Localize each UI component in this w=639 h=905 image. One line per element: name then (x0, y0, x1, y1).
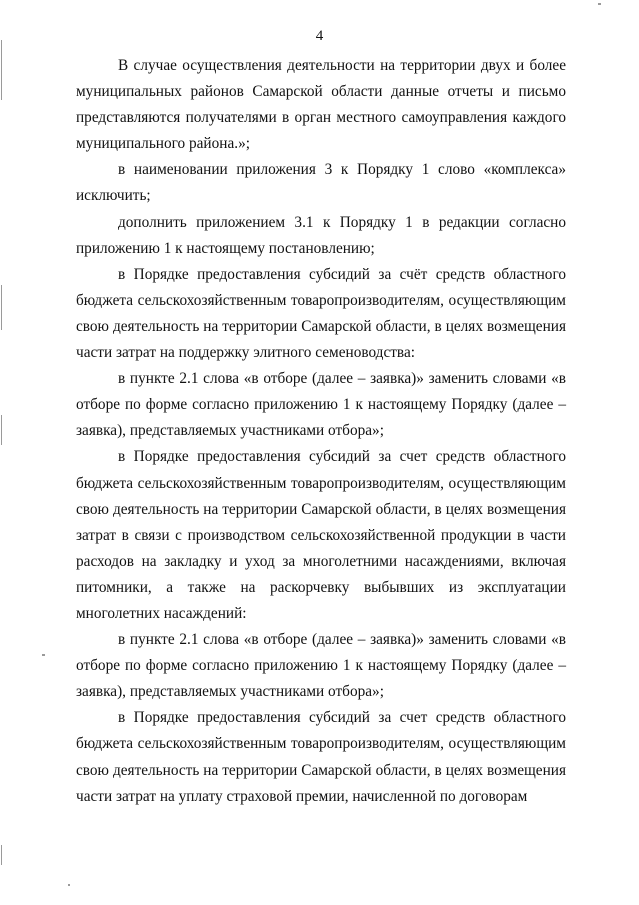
scan-speck (42, 654, 45, 656)
paragraph: в Порядке предоставления субсидий за счет средств областного бюджета сельскохозяйственным товаропроизводителям, осуществляющим свою деятельность на территории Самарской области, в целях возмещения части затрат на уплату страховой премии, начисленной по договорам (76, 709, 566, 805)
scan-edge-mark (1, 40, 2, 100)
paragraph: В случае осуществления деятельности на территории двух и более муниципальных районов Самарской области данные отчеты и письмо представляются получателями в орган местного самоуправления каждого муниципального района.»; (76, 57, 566, 153)
paragraph: в пункте 2.1 слова «в отборе (далее – заявка)» заменить словами «в отборе по форме согласно приложению 1 к настоящему Порядку (далее – заявка), представляемых участниками отбора»; (76, 370, 566, 440)
paragraph: дополнить приложением 3.1 к Порядку 1 в редакции согласно приложению 1 к настоящему постановлению; (76, 213, 566, 257)
document-body (76, 53, 566, 810)
scan-speck (598, 3, 601, 5)
paragraph: в наименовании приложения 3 к Порядку 1 слово «комплекса» исключить; (76, 161, 566, 205)
paragraph: в Порядке предоставления субсидий за счёт средств областного бюджета сельскохозяйственным товаропроизводителям, осуществляющим свою деятельность на территории Самарской области, в целях возмещения части затрат на поддержку элитного семеноводства: (76, 265, 566, 362)
scan-edge-mark (1, 285, 2, 330)
scan-speck (68, 884, 70, 886)
paragraph: в Порядке предоставления субсидий за счет средств областного бюджета сельскохозяйственным товаропроизводителям, осуществляющим свою деятельность на территории Самарской области, в целях возмещения затрат в связи с производством сельскохозяйственной продукции в части расходов на закладку и уход за многолетними насаждениями, включая питомники, а также на раскорчевку выбывших из эксплуатации многолетних насаждений: (76, 448, 566, 622)
scan-edge-mark (1, 415, 2, 445)
scan-edge-mark (1, 845, 2, 865)
page-number: 4 (315, 28, 324, 44)
paragraph: в пункте 2.1 слова «в отборе (далее – заявка)» заменить словами «в отборе по форме согласно приложению 1 к настоящему Порядку (далее – заявка), представляемых участниками отбора»; (76, 631, 566, 701)
